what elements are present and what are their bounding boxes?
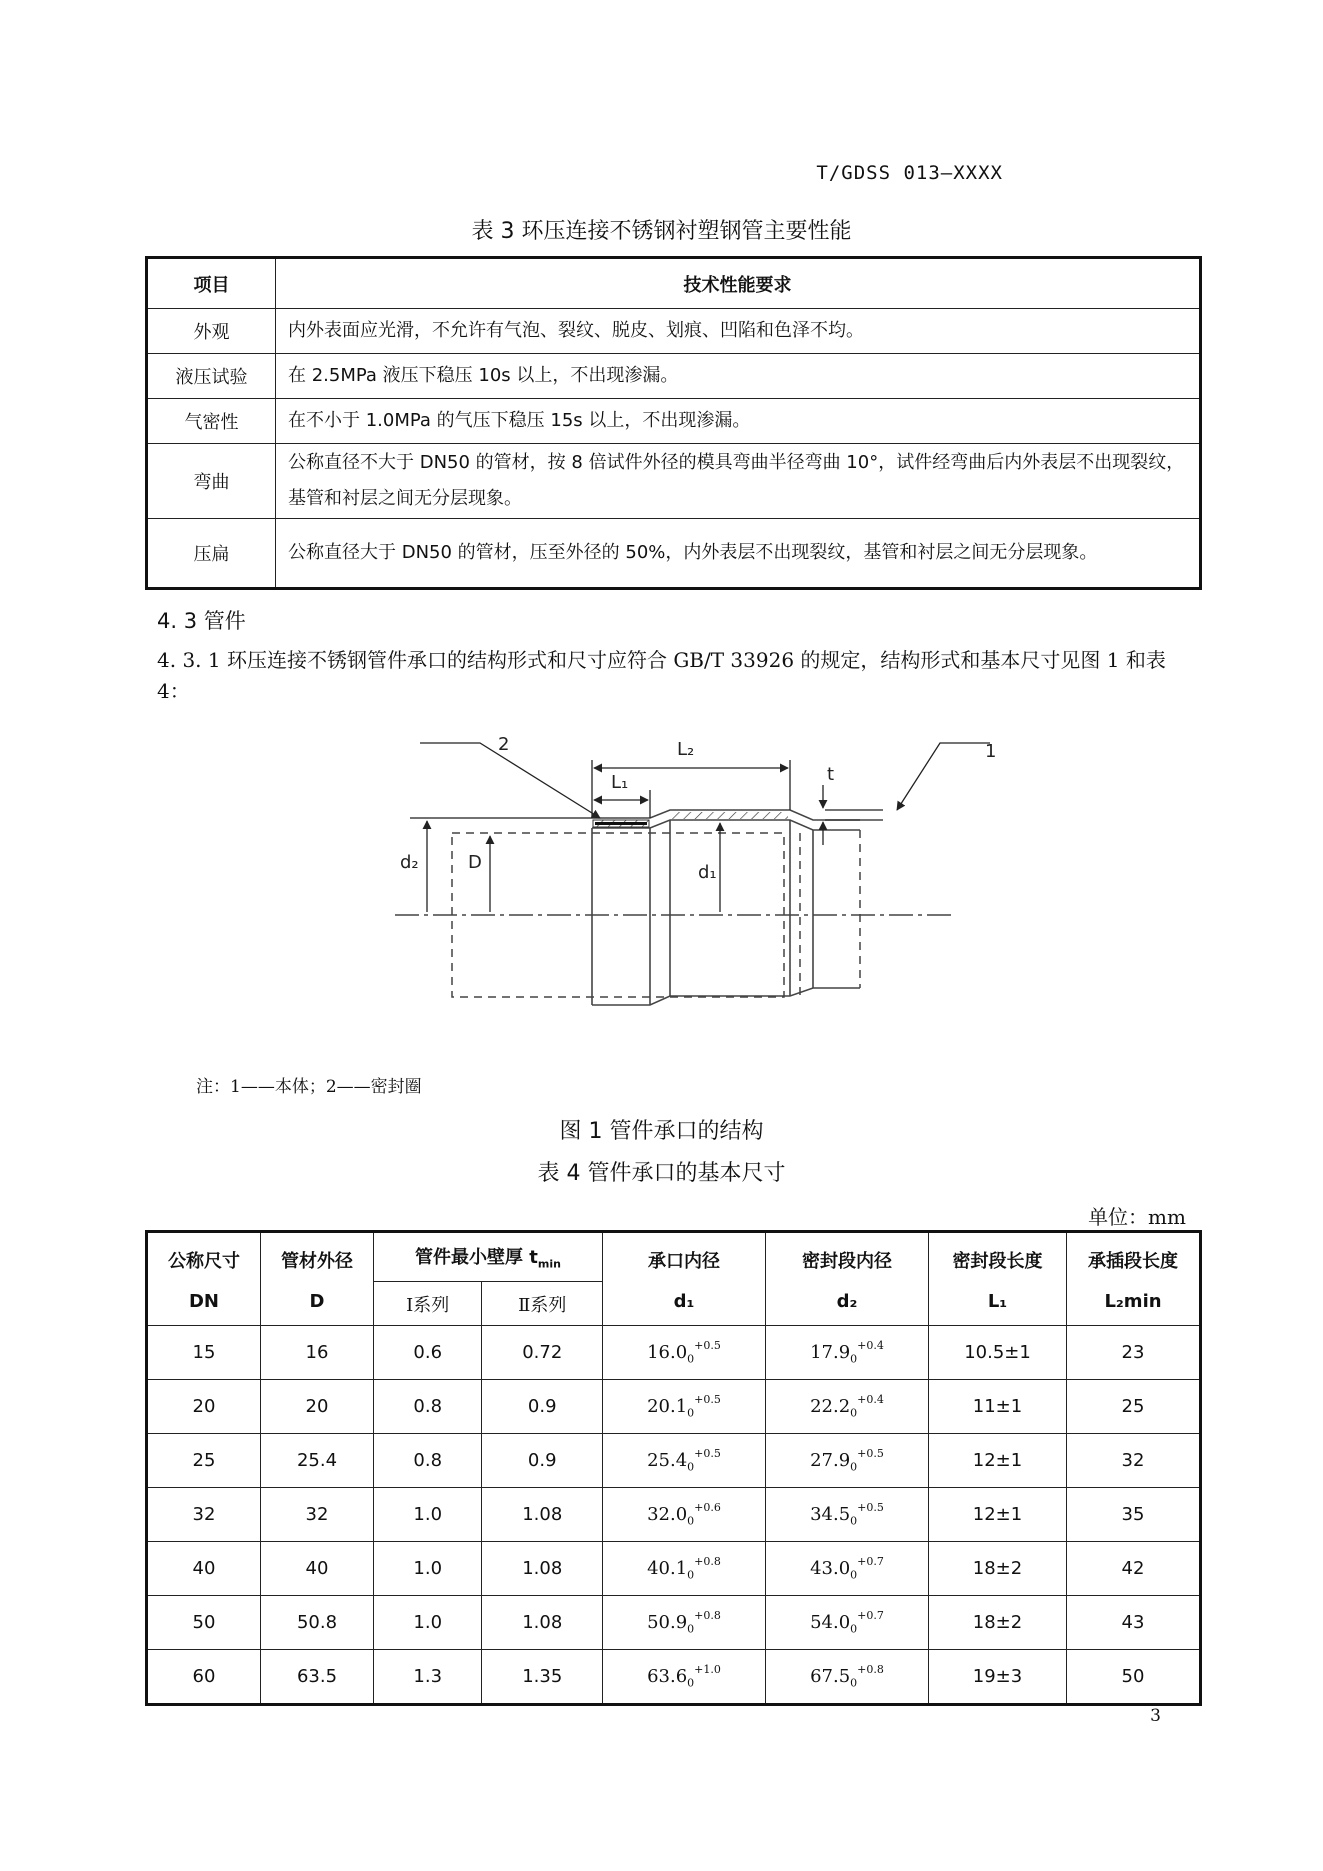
label-l2: L₂ xyxy=(677,739,695,760)
cell-d1: $32.0_0^{+0.6}$ xyxy=(603,1488,766,1542)
cell-series-2: 1.08 xyxy=(482,1488,603,1542)
cell-l2: 23 xyxy=(1067,1326,1201,1380)
table4-title: 表 4 管件承口的基本尺寸 xyxy=(537,1161,786,1186)
cell-series-2: 0.9 xyxy=(482,1380,603,1434)
cell-od: 16 xyxy=(261,1326,374,1380)
cell-series-1: 0.8 xyxy=(374,1380,482,1434)
table4-unit: 单位：mm xyxy=(1088,1205,1186,1229)
header-dn: 公称尺寸 DN xyxy=(147,1232,261,1326)
table-row xyxy=(147,1380,1201,1434)
header-d1: 承口内径 d₁ xyxy=(603,1232,766,1326)
table3-header-requirement: 技术性能要求 xyxy=(276,258,1201,309)
label-seal-ring-number: 2 xyxy=(498,734,510,755)
table3-requirement: 公称直径大于 DN50 的管材，压至外径的 50%，内外表层不出现裂纹，基管和衬层之间无分层现象。 xyxy=(276,519,1201,589)
page-number: 3 xyxy=(1150,1706,1161,1726)
table3-requirement: 公称直径不大于 DN50 的管材，按 8 倍试件外径的模具弯曲半径弯曲 10°，试件经弯曲后内外表层不出现裂纹，基管和衬层之间无分层现象。 xyxy=(276,444,1201,519)
cell-od: 32 xyxy=(261,1488,374,1542)
cell-od: 40 xyxy=(261,1542,374,1596)
cell-d1: $20.1_0^{+0.5}$ xyxy=(603,1380,766,1434)
cell-dn: 60 xyxy=(147,1650,261,1705)
cell-d2: $34.5_0^{+0.5}$ xyxy=(766,1488,929,1542)
table-row xyxy=(147,399,1201,444)
table4-socket-dimensions xyxy=(145,1230,1202,1706)
table3-header-item: 项目 xyxy=(147,258,276,309)
figure1-caption: 图 1 管件承口的结构 xyxy=(559,1119,764,1144)
cell-l2: 50 xyxy=(1067,1650,1201,1705)
table3-performance xyxy=(145,256,1202,590)
table-row xyxy=(147,1650,1201,1705)
cell-dn: 40 xyxy=(147,1542,261,1596)
table3-requirement: 在 2.5MPa 液压下稳压 10s 以上，不出现渗漏。 xyxy=(276,354,1201,399)
table-row xyxy=(147,309,1201,354)
header-d2: 密封段内径 d₂ xyxy=(766,1232,929,1326)
cell-l2: 43 xyxy=(1067,1596,1201,1650)
cell-d2: $22.2_0^{+0.4}$ xyxy=(766,1380,929,1434)
table3-requirement: 内外表面应光滑，不允许有气泡、裂纹、脱皮、划痕、凹陷和色泽不均。 xyxy=(276,309,1201,354)
label-l1: L₁ xyxy=(611,772,629,793)
cell-series-2: 1.35 xyxy=(482,1650,603,1705)
figure1-socket-diagram xyxy=(395,700,995,1020)
cell-d1: $40.1_0^{+0.8}$ xyxy=(603,1542,766,1596)
cell-l2: 32 xyxy=(1067,1434,1201,1488)
cell-series-1: 1.0 xyxy=(374,1488,482,1542)
header-l2: 承插段长度 L₂min xyxy=(1067,1232,1201,1326)
table-row xyxy=(147,444,1201,519)
seal-ring xyxy=(595,822,647,825)
section-heading: 4. 3 管件 xyxy=(157,609,246,633)
table-row xyxy=(147,1488,1201,1542)
cell-d1: $63.6_0^{+1.0}$ xyxy=(603,1650,766,1705)
cell-d1: $25.4_0^{+0.5}$ xyxy=(603,1434,766,1488)
cell-dn: 20 xyxy=(147,1380,261,1434)
cell-d2: $67.5_0^{+0.8}$ xyxy=(766,1650,929,1705)
cell-series-2: 0.9 xyxy=(482,1434,603,1488)
section-paragraph: 4. 3. 1 环压连接不锈钢管件承口的结构形式和尺寸应符合 GB/T 33926 的规定，结构形式和基本尺寸见图 1 和表 4： xyxy=(157,648,1166,703)
cell-series-1: 0.6 xyxy=(374,1326,482,1380)
cell-l2: 35 xyxy=(1067,1488,1201,1542)
cell-series-1: 1.0 xyxy=(374,1596,482,1650)
label-t: t xyxy=(827,764,835,785)
cell-od: 63.5 xyxy=(261,1650,374,1705)
document-id: T/GDSS 013—XXXX xyxy=(816,162,1003,184)
table-row xyxy=(147,354,1201,399)
cell-l2: 25 xyxy=(1067,1380,1201,1434)
cell-l1: 11±1 xyxy=(929,1380,1067,1434)
cell-l1: 12±1 xyxy=(929,1434,1067,1488)
table-row xyxy=(147,519,1201,589)
table3-item: 压扁 xyxy=(147,519,276,589)
table-row xyxy=(147,1596,1201,1650)
table3-item: 气密性 xyxy=(147,399,276,444)
label-d2: d₂ xyxy=(400,852,419,873)
cell-series-1: 0.8 xyxy=(374,1434,482,1488)
cell-series-2: 1.08 xyxy=(482,1542,603,1596)
cell-series-2: 1.08 xyxy=(482,1596,603,1650)
cell-d2: $54.0_0^{+0.7}$ xyxy=(766,1596,929,1650)
cell-series-2: 0.72 xyxy=(482,1326,603,1380)
cell-d2: $43.0_0^{+0.7}$ xyxy=(766,1542,929,1596)
cell-l1: 19±3 xyxy=(929,1650,1067,1705)
cell-dn: 15 xyxy=(147,1326,261,1380)
cell-dn: 50 xyxy=(147,1596,261,1650)
label-body-number: 1 xyxy=(985,741,997,762)
figure1-note: 注：1——本体；2——密封圈 xyxy=(196,1077,422,1097)
table3-requirement: 在不小于 1.0MPa 的气压下稳压 15s 以上，不出现渗漏。 xyxy=(276,399,1201,444)
label-d1: d₁ xyxy=(698,862,717,883)
table3-title: 表 3 环压连接不锈钢衬塑钢管主要性能 xyxy=(471,219,852,244)
cell-l1: 18±2 xyxy=(929,1542,1067,1596)
cell-od: 20 xyxy=(261,1380,374,1434)
cell-od: 50.8 xyxy=(261,1596,374,1650)
cell-d2: $27.9_0^{+0.5}$ xyxy=(766,1434,929,1488)
cell-d1: $16.0_0^{+0.5}$ xyxy=(603,1326,766,1380)
table-row xyxy=(147,1326,1201,1380)
cell-series-1: 1.0 xyxy=(374,1542,482,1596)
table3-item: 弯曲 xyxy=(147,444,276,519)
header-series-1: Ⅰ系列 xyxy=(374,1282,482,1326)
cell-l1: 10.5±1 xyxy=(929,1326,1067,1380)
cell-d1: $50.9_0^{+0.8}$ xyxy=(603,1596,766,1650)
header-series-2: Ⅱ系列 xyxy=(482,1282,603,1326)
header-l1: 密封段长度 L₁ xyxy=(929,1232,1067,1326)
table3-item: 液压试验 xyxy=(147,354,276,399)
cell-l1: 12±1 xyxy=(929,1488,1067,1542)
cell-l2: 42 xyxy=(1067,1542,1201,1596)
cell-l1: 18±2 xyxy=(929,1596,1067,1650)
header-od: 管材外径 D xyxy=(261,1232,374,1326)
table-row xyxy=(147,1542,1201,1596)
cell-dn: 32 xyxy=(147,1488,261,1542)
header-min-wall: 管件最小壁厚 $t_{min}$ xyxy=(374,1232,603,1282)
cell-d2: $17.9_0^{+0.4}$ xyxy=(766,1326,929,1380)
cell-od: 25.4 xyxy=(261,1434,374,1488)
cell-series-1: 1.3 xyxy=(374,1650,482,1705)
cell-dn: 25 xyxy=(147,1434,261,1488)
label-D: D xyxy=(468,852,482,873)
table-row xyxy=(147,1434,1201,1488)
table3-item: 外观 xyxy=(147,309,276,354)
